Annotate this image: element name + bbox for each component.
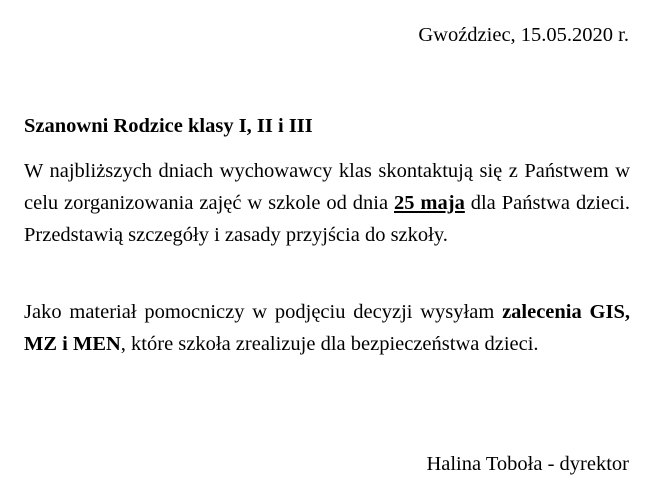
paragraph1-text-start: W najbliższych dniach wychowawcy klas skontaktują się z Państwem w celu zorganizowania zajęć w szkole od dnia xyxy=(24,160,630,214)
paragraph-guidelines xyxy=(24,296,630,360)
start-date-highlight: 25 maja xyxy=(394,192,465,214)
paragraph-contact-info xyxy=(24,155,630,251)
signature: Halina Toboła - dyrektor xyxy=(426,453,629,475)
paragraph2-text-end: , które szkoła zrealizuje dla bezpieczeństwa dzieci. xyxy=(120,333,539,355)
greeting: Szanowni Rodzice klasy I, II i III xyxy=(24,115,313,137)
paragraph1-text-end: dla Państwa dzieci. Przedstawią szczegóły i zasady przyjścia do szkoły. xyxy=(24,192,631,246)
guidelines-highlight: zalecenia GIS, MZ i MEN xyxy=(24,301,630,355)
place-and-date: Gwoździec, 15.05.2020 r. xyxy=(418,24,629,46)
paragraph2-text-start: Jako materiał pomocniczy w podjęciu decyzji wysyłam xyxy=(24,301,503,323)
